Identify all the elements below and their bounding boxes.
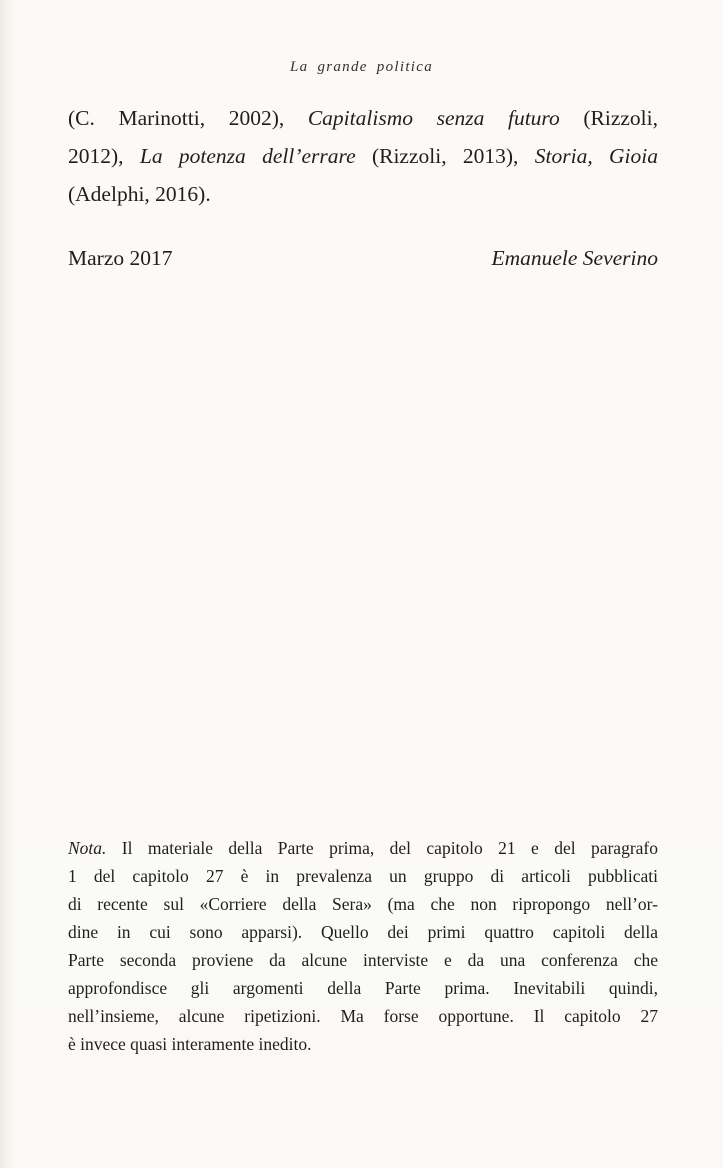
text-line <box>68 99 658 137</box>
text-line: nell’insieme, alcune ripetizioni. Ma forse opportune. Il capitolo 27 <box>68 1006 658 1026</box>
text-line: è invece quasi interamente inedito. <box>68 1034 312 1054</box>
running-header: La grande politica <box>289 59 434 75</box>
biblio-segment: (Rizzoli, 2013), <box>355 144 535 168</box>
book-title: La potenza dell’errare <box>139 144 356 168</box>
nota-paragraph <box>68 834 658 1058</box>
text-line: 1 del capitolo 27 è in prevalenza un gruppo di articoli pubblicati <box>68 866 658 886</box>
biblio-segment: 2012), <box>68 144 140 168</box>
biblio-segment: (C. Marinotti, 2002), <box>68 106 308 130</box>
text-line <box>68 137 658 175</box>
dateline <box>68 239 658 277</box>
text-line: approfondisce gli argomenti della Parte prima. Inevitabili quindi, <box>68 978 658 998</box>
text-line: di recente sul «Corriere della Sera» (ma che non ripropongo nell’or- <box>68 894 658 914</box>
date-label: Marzo 2017 <box>68 246 173 270</box>
author-name: Emanuele Severino <box>491 246 658 270</box>
bibliography-paragraph <box>68 99 658 213</box>
nota-lead: Nota. <box>68 838 107 858</box>
text-line: Parte seconda proviene da alcune interviste e da una conferenza che <box>68 950 658 970</box>
biblio-segment: (Rizzoli, <box>559 106 658 130</box>
biblio-segment: (Adelphi, 2016). <box>68 182 211 206</box>
page-binding-shadow <box>0 0 16 1168</box>
text-line: dine in cui sono apparsi). Quello dei primi quattro capitoli della <box>68 922 658 942</box>
nota-segment: Il materiale della Parte prima, del capitolo 21 e del paragrafo <box>106 838 658 858</box>
text-line <box>68 834 658 862</box>
book-title: Capitalismo senza futuro <box>307 106 560 130</box>
book-title: Storia, Gioia <box>534 144 658 168</box>
text-line <box>68 175 658 213</box>
